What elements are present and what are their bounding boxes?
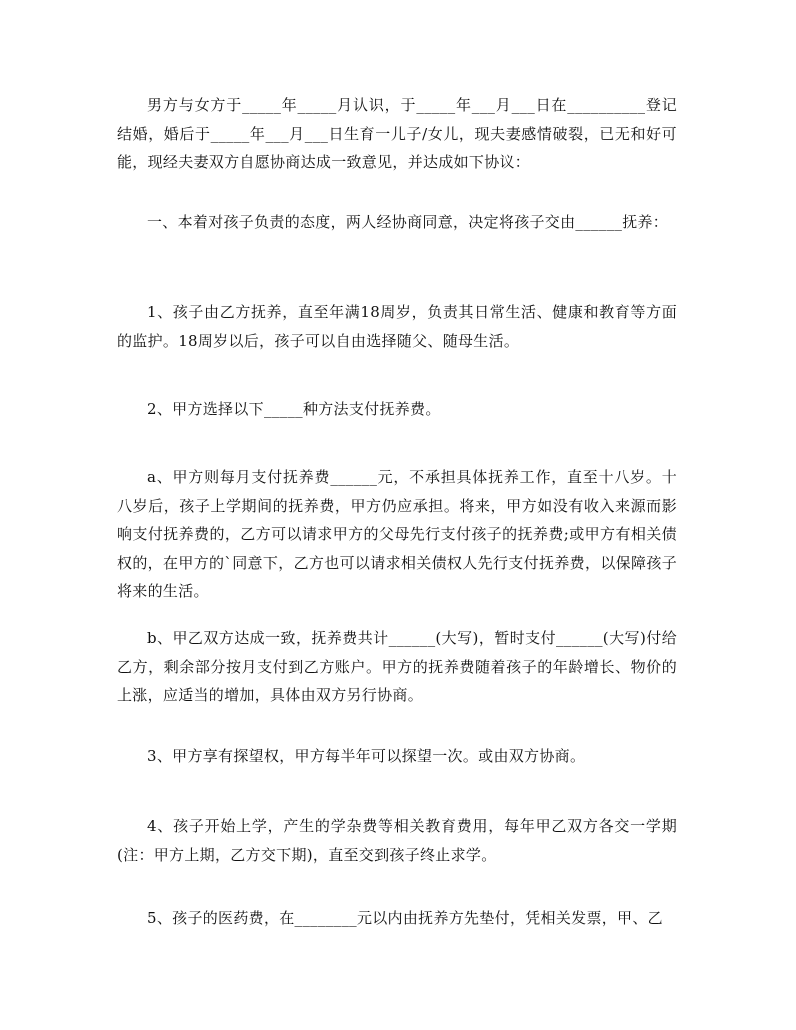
paragraph-item-5: 5、孩子的医药费，在________元以内由抚养方先垫付，凭相关发票，甲、乙	[147, 909, 663, 927]
paragraph-clause-1: 一、本着对孩子负责的态度，两人经协商同意，决定将孩子交由______抚养：	[147, 213, 669, 231]
paragraph-option-b: b、甲乙双方达成一致，抚养费共计______(大写)，暂时支付______(大写)付给乙方，剩余部分按月支付到乙方账户。甲方的抚养费随着孩子的年龄增长、物价的上涨，应适当的增加，具体由双方另行协商。	[117, 629, 677, 704]
paragraph-item-2: 2、甲方选择以下_____种方法支付抚养费。	[147, 400, 441, 418]
paragraph-item-1: 1、孩子由乙方抚养，直至年满18周岁，负责其日常生活、健康和教育等方面的监护。18周岁以后，孩子可以自由选择随父、随母生活。	[117, 303, 677, 350]
paragraph-option-a: a、甲方则每月支付抚养费______元，不承担具体抚养工作，直至十八岁。十八岁后，孩子上学期间的抚养费，甲方仍应承担。将来，甲方如没有收入来源而影响支付抚养费的，乙方可以请求甲方的父母先行支付孩子的抚养费;或甲方有相关债权的，在甲方的`同意下，乙方也可以请求相关债权人先行支付抚养费，以保障孩子将来的生活。	[117, 468, 677, 600]
paragraph-item-3: 3、甲方享有探望权，甲方每半年可以探望一次。或由双方协商。	[147, 747, 586, 765]
paragraph-intro: 男方与女方于_____年_____月认识，于_____年___月___日在__________登记结婚，婚后于_____年___月___日生育一儿子/女儿，现夫妻感情破裂，已无和好可能，现经夫妻双方自愿协商达成一致意见，并达成如下协议：	[117, 96, 677, 171]
paragraph-item-4: 4、孩子开始上学，产生的学杂费等相关教育费用，每年甲乙双方各交一学期(注：甲方上期，乙方交下期)，直至交到孩子终止求学。	[117, 817, 677, 864]
